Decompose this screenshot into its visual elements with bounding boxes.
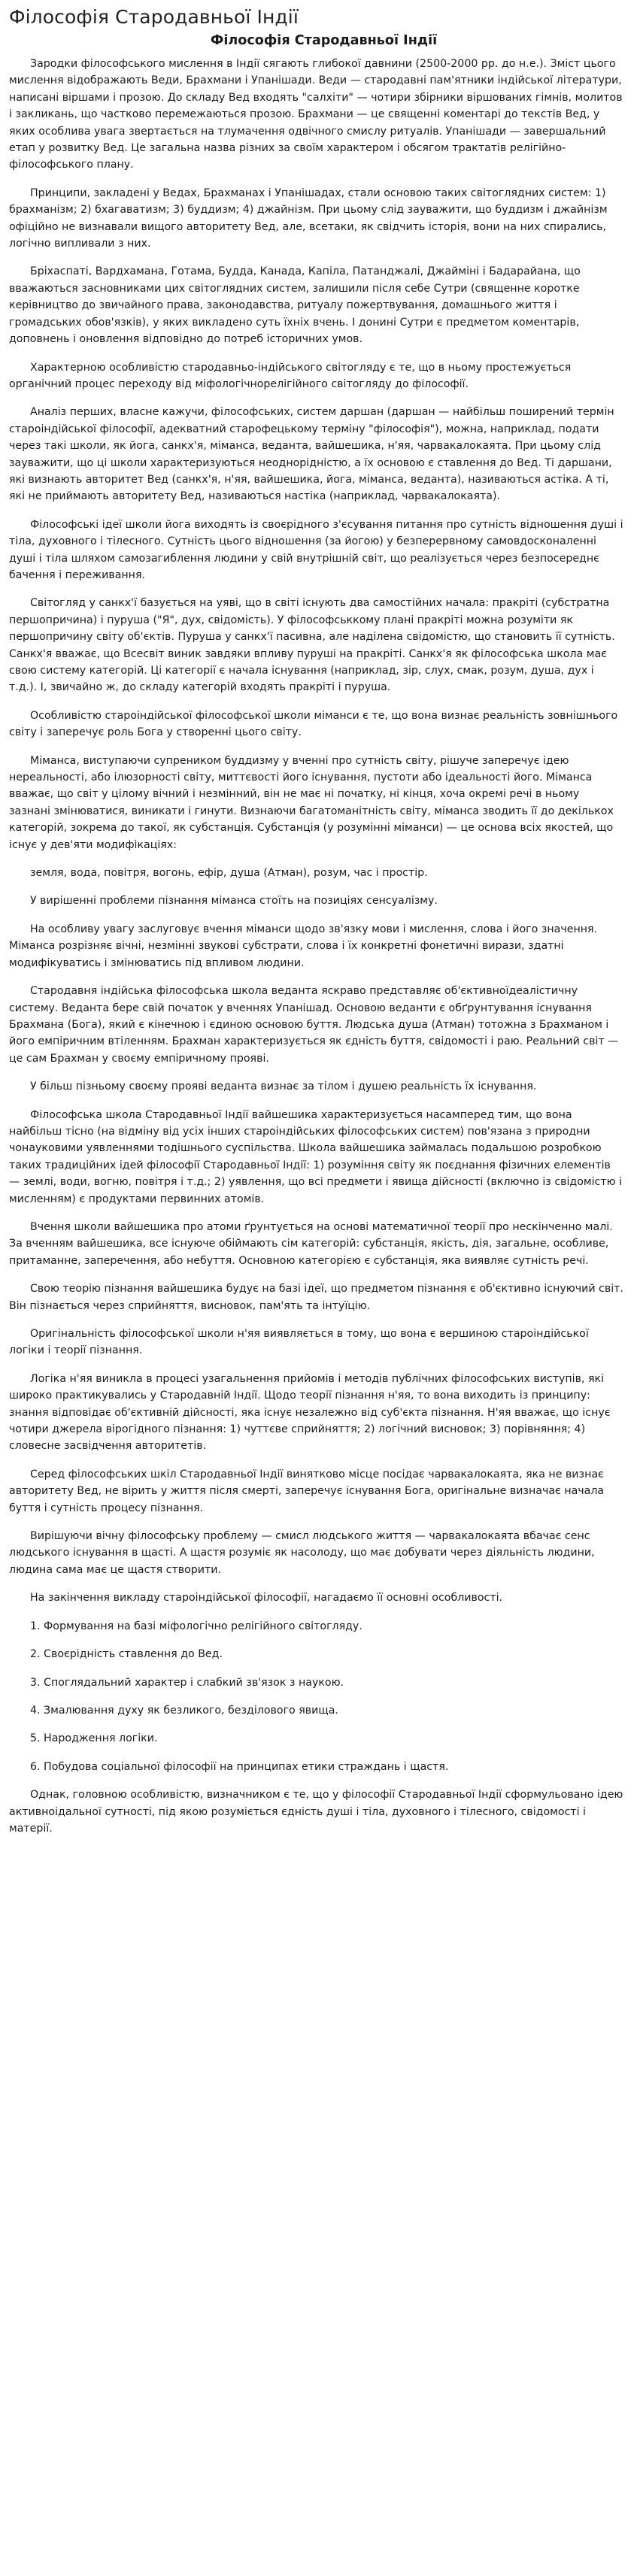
article-conclusion <box>9 1787 623 1837</box>
list-item: 2. Своєрідність ставлення до Вед. <box>30 1648 223 1661</box>
article-paragraph: Світогляд у санкх'ї базується на уяві, що в світі існують два самостійних начала: пракріті (субстратна першопричина) і пуруша ("Я", дух, свідомість). У філософськкому плані пракріті можна розуміти як першопричину світу об'єктів. Пуруша у санкх'ї пасивна, але наділена свідомістю, що становить її сутність. Санкх'я вважає, що Всесвіт виник завдяки впливу пуруші на пракріті. Санкх'я як філософська школа має свою систему категорій. Ці категорії є начала існування (наприклад, зір, слух, смак, розум, душа, дух і т.д.). І, звичайно ж, до складу категорій входять пракріті і пуруша. <box>9 597 615 694</box>
article-paragraph: На закінчення викладу староіндійської філософії, нагадаємо її основні особливості. <box>30 1592 503 1605</box>
article-paragraph: Філософські ідеї школи йога виходять із своєрідного з'єсування питання про сутність відношення душі і тіла, духовного і тілесного. Сутність цього відношення (за йогою) у безперервному самовдосконаленні душі і тіла шляхом самозагиблення людини у свій внутрішній світ, що реалізується через безпосереднє бачення і переживання. <box>9 518 623 581</box>
article-paragraph: Свою теорію пізнання вайшешика будує на базі ідеї, що предметом пізнання є об'єктивно існуючий світ. Він пізнається через сприйняття, висновок, пам'ять та інтуїцію. <box>9 1283 623 1312</box>
article-paragraph: Зародки філософського мислення в Індії сягають глибокої давнини (2500-2000 рр. до н.е.). Зміст цього мислення відображають Веди, Брахмани і Упанішади. Веди — стародавні пам'ятники індійської літератури, написані віршами і прозою. До складу Вед входять "салхіти" — чотири збірники віршованих гімнів, молитов і закликань, що частково перемежаються прозою. Брахмани — це священні коментарі до текстів Вед, у яких особлива увага звертається на тлумачення одвічного смислу ритуалів. Упанішади — завершальний етап у розвитку Вед. Це загальна назва різних за своїм характером і обсягом трактатів релігійно-філософського плану. <box>9 58 623 171</box>
article-paragraph: Логіка н'яя виникла в процесі узагальнення прийомів і методів публічних філософських виступів, які широко практикувались у Стародавній Індії. Щодо теорії пізнання н'яя, то вона виходить із принципу: знання відповідає об'єктивній дійсності, яка існує незалежно від суб'єкта пізнання. Н'яя вважає, що існує чотири джерела вірогідного пізнання: 1) чуттєве сприйняття; 2) логічний висновок; 3) порівняння; 4) словесне засвідчення авторитетів. <box>9 1372 611 1453</box>
article-paragraph: Міманса, виступаючи супреником буддизму у вченні про сутність світу, рішуче заперечує ідею нереальності, або ілюзорності світу, миттєвості його існування, пустоти або ідеальності його. Міманса вважає, що світ у цілому вічний і незмінний, він не має ні початку, ні кінця, хоча окремі речі в ньому зазнані змінюватися, виникати і гинути. Визнаючи багатоманітність світу, міманса зводить її до декількох категорій, зокрема до такої, як субстанція. Субстанція (у розумінні міманси) — це основа всіх якостей, що існує у дев'яти модифікаціях: <box>9 754 614 851</box>
article-paragraph: У вирішенні проблеми пізнання міманса стоїть на позиціях сенсуалізму. <box>30 895 438 908</box>
list-item: 5. Народження логіки. <box>30 1732 158 1745</box>
article-paragraph: Стародавня індійська філософська школа веданта яскраво представляє об'єктивноїдеалістичну систему. Веданта бере свій початок у вченнях Упанішад. Основою веданти є обґрунтування існування Брахмана (Бога), який є кінечною і єдиною основою буття. Людська душа (Атман) тотожна з Брахманом і його емпіричним втіленням. Брахман характеризується як єдність буття, свідомості і раю. Реальний світ — це сам Брахман у своєму емпіричному прояві. <box>9 985 619 1065</box>
article-paragraph: Вирішуючи вічну філософську проблему — смисл людського життя — чарвакалокаята вбачає сенс людського існування в щасті. А щастя розуміє як насолоду, що має добувати через діяльність людини, людина сама має це щастя створити. <box>9 1530 595 1576</box>
article-heading: Філософія Стародавньої Індії <box>210 33 438 48</box>
article-paragraph: Однак, головною особливістю, визначником є те, що у філософії Стародавньої Індії сформульовано ідею активноідальної сутності, під якою розуміється єдність душі і тіла, духовного і тілесного, свідомості і матерії. <box>9 1789 623 1835</box>
list-item: 4. Змалювання духу як безликого, безділового явища. <box>30 1704 338 1717</box>
page-title: Філософія Стародавньої Індії <box>9 6 299 28</box>
list-item: 6. Побудова соціальної філософії на принципах етики страждань і щастя. <box>30 1760 449 1773</box>
list-item: 3. Споглядальний характер і слабкий зв'язок з наукою. <box>30 1676 344 1689</box>
article-paragraph: земля, вода, повітря, вогонь, ефір, душа (Атман), розум, час і простір. <box>30 867 428 880</box>
article-body <box>9 56 623 1607</box>
article-paragraph: Оригінальність філософської школи н'яя виявляється в тому, що вона є вершиною староіндійської логіки і теорії пізнання. <box>9 1328 589 1357</box>
list-item: 1. Формування на базі міфологічно релігійного світогляду. <box>30 1620 362 1632</box>
article-paragraph: Вчення школи вайшешика про атоми ґрунтується на основі математичної теорії про нескінченно малі. За вченням вайшешика, все існуюче обіймають сім категорій: субстанція, якість, дія, загальне, особливе, притаманне, заперечення, або небуття. Основною категорією є субстанція, яка виявляє сутність речі. <box>9 1220 613 1267</box>
article-paragraph: Філософська школа Стародавньої Індії вайшешика характеризується насамперед тим, що вона найбільш тісно (на відміну від усіх інших староіндійських філософських систем) пов'язана з природни чонауковими уявленнями тодішнього суспільства. Школа вайшешика займалась подальшою розробкою таких традиційних ідей філософії Стародавньої Індії: 1) розуміння світу як поєднання фізичних елементів — землі, води, вогню, повітря і т.д.; 2) уявлення, що всі предмети і явища дійсності (включно із свідомістю і мисленням) є продуктами первинних атомів. <box>9 1108 623 1205</box>
article-paragraph: Особливістю староіндійської філософської школи міманси є те, що вона визнає реальність зовнішнього світу і заперечує роль Бога у створенні цього світу. <box>9 709 618 739</box>
article-paragraph: Принципи, закладені у Ведах, Брахманах і Упанішадах, стали основою таких світоглядних систем: 1) брахманізм; 2) бхагаватизм; 3) буддизм; 4) джайнізм. При цьому слід зауважити, що буддизм і джайнізм офіційно не визнавали вищого авторитету Вед, але, всетаки, як свідчить історія, вони на них спирались, логічно випливали з них. <box>9 186 608 250</box>
article-paragraph: Аналіз перших, власне кажучи, філософських, систем даршан (даршан — найбільш поширений термін староіндійської філософії, адекватний старофецькому терміну "філософія"), можна, наприклад, подати через такі школи, як йога, санкх'я, міманса, веданта, вайшешика, н'яя, чарвакалокаята. При цьому слід зауважити, що ці школи характеризуються неоднорідністю, а їх основою є ставлення до Вед. Ті даршани, які визнають авторитет Вед (санкх'я, н'яя, вайшешика, йога, міманса, веданта), називаються астіка. А ті, які не приймають авторитету Вед, називаються настіка (наприклад, чарвакалокаята). <box>9 406 614 503</box>
article-paragraph: Серед філософських шкіл Стародавньої Індії винятково місце посідає чарвакалокаята, яка не визнає авторитету Вед, не вірить у життя після смерті, заперечує існування Бога, оригінальне визначає начала буття і сутність процесу пізнання. <box>9 1468 605 1514</box>
article-paragraph: На особливу увагу заслуговує вчення міманси щодо зв'язку мови і мислення, слова і його значення. Міманса розрізняє вічні, незмінні звукові субстрати, слова і їх конкретні фонетичні вирази, здатні модифікуватись і змінюватись під впливом людини. <box>9 923 598 969</box>
article-paragraph: У більш пізньому своєму прояві веданта визнає за тілом і душею реальність їх існування. <box>30 1080 537 1093</box>
features-list <box>9 1618 623 1775</box>
article-paragraph: Бріхаспаті, Вардхамана, Готама, Будда, Канада, Капіла, Патанджалі, Джайміні і Бадарайана, що вважаються засновниками цих світоглядних систем, залишили після себе Сутри (священне коротке керівництво до звичайного права, законодавства, ритуалу пожертвування, домашнього життя і громадських обов'язків), у яких викладено суть їхніх вчень. І донині Сутри є предметом коментарів, доповнень і оновлення відповідно до потреб історичних умов. <box>9 265 581 346</box>
article-paragraph: Характерною особливістю стародавньо-індійського світогляду є те, що в ньому простежується органічний процес переходу від міфологічнорелігійного світогляду до філософії. <box>9 361 572 390</box>
